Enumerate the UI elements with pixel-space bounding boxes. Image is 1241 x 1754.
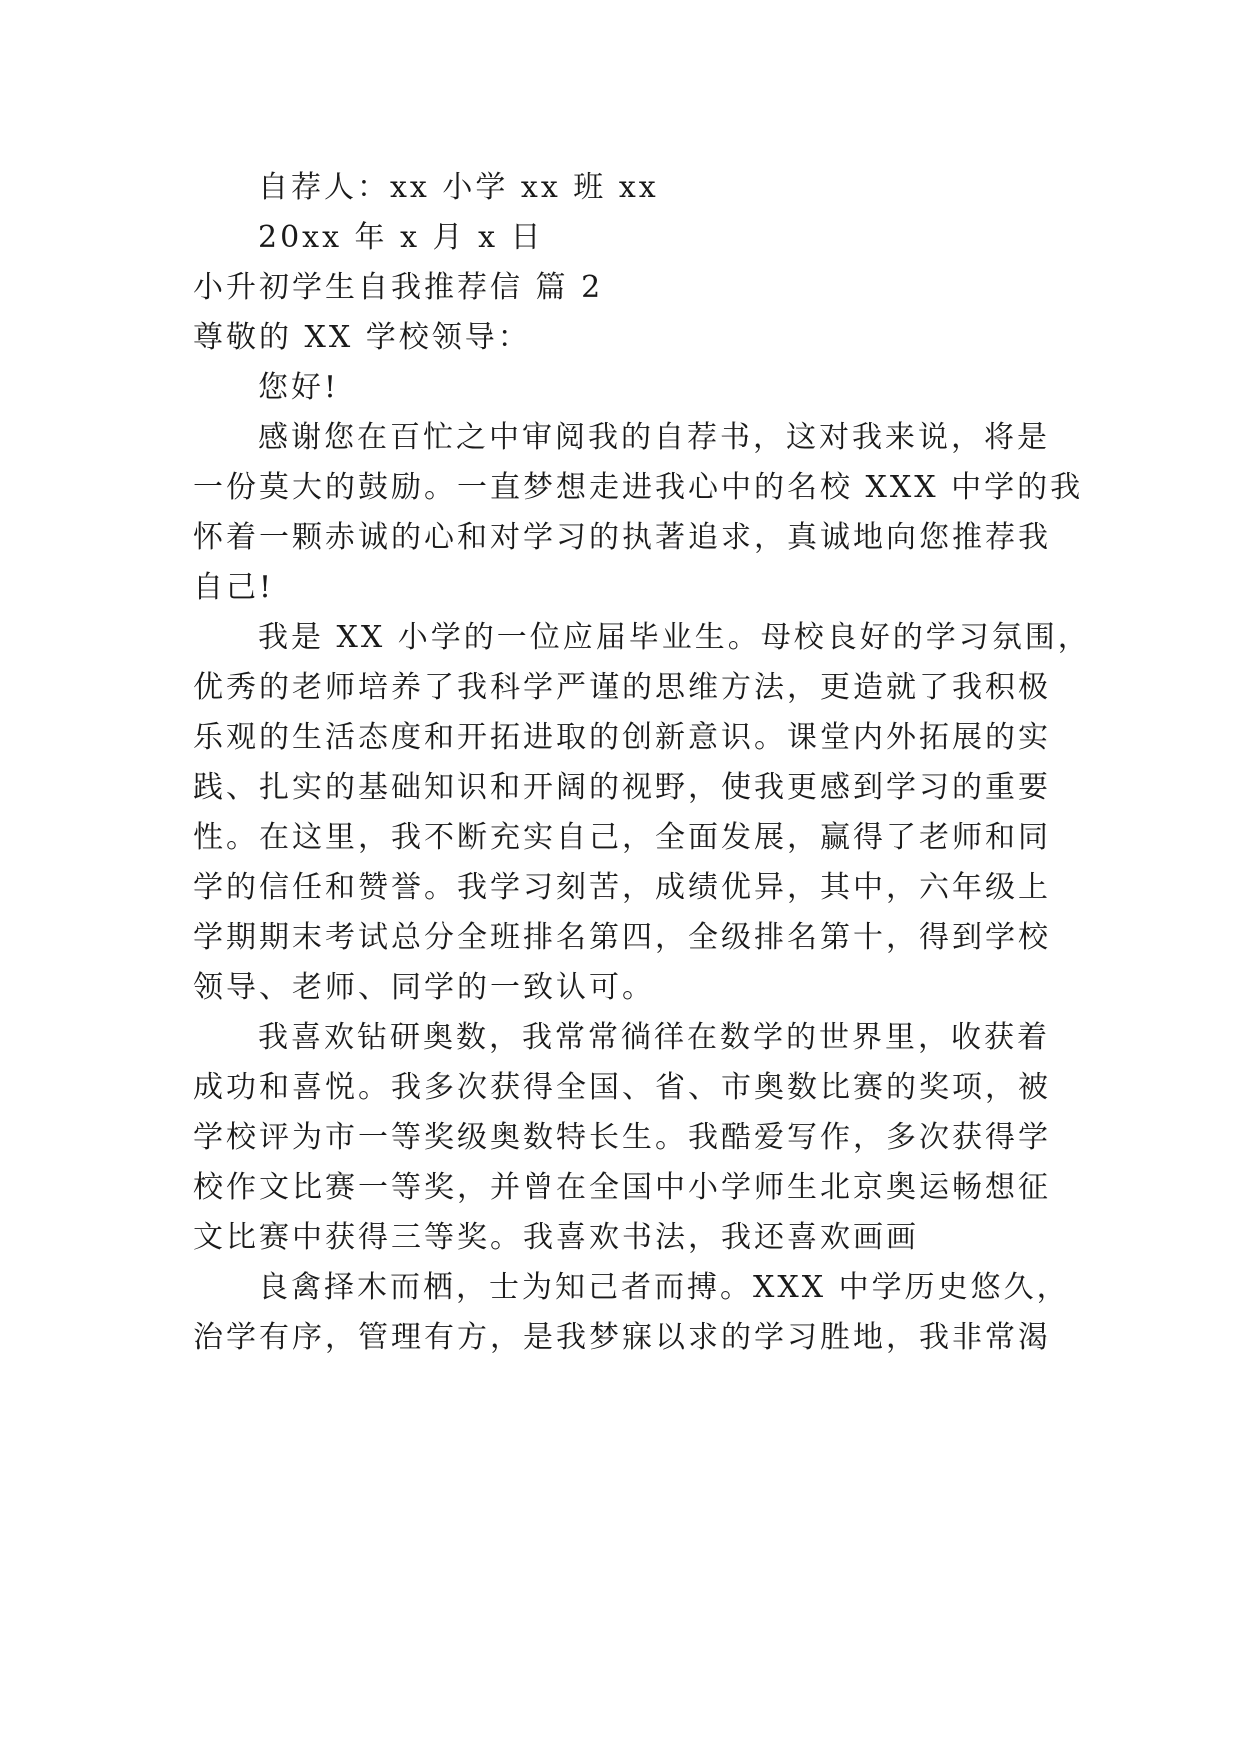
paragraph-line: 我喜欢钻研奥数，我常常徜徉在数学的世界里，收获着: [258, 1020, 1050, 1055]
paragraph-line: 学期期末考试总分全班排名第四，全级排名第十，得到学校: [193, 920, 1051, 955]
paragraph-line: 学的信任和赞誉。我学习刻苦，成绩优异，其中，六年级上: [193, 870, 1051, 905]
section-title: 小升初学生自我推荐信 篇 2: [193, 270, 604, 305]
salutation: 尊敬的 XX 学校领导：: [193, 320, 531, 355]
paragraph-line: 治学有序，管理有方，是我梦寐以求的学习胜地，我非常渴: [193, 1320, 1051, 1355]
paragraph-line: 性。在这里，我不断充实自己，全面发展，赢得了老师和同: [193, 820, 1051, 855]
paragraph-line: 领导、老师、同学的一致认可。: [193, 970, 655, 1005]
greeting: 您好!: [258, 370, 340, 405]
signature-line: 自荐人：xx 小学 xx 班 xx: [258, 170, 659, 205]
paragraph-line: 怀着一颗赤诚的心和对学习的执著追求，真诚地向您推荐我: [193, 520, 1051, 555]
paragraph-line: 良禽择木而栖，士为知己者而搏。XXX 中学历史悠久，: [258, 1270, 1070, 1305]
paragraph-line: 学校评为市一等奖级奥数特长生。我酷爱写作，多次获得学: [193, 1120, 1051, 1155]
paragraph-line: 文比赛中获得三等奖。我喜欢书法，我还喜欢画画: [193, 1220, 919, 1255]
paragraph-line: 自己!: [193, 570, 275, 605]
paragraph-line: 校作文比赛一等奖，并曾在全国中小学师生北京奥运畅想征: [193, 1170, 1051, 1205]
paragraph-line: 一份莫大的鼓励。一直梦想走进我心中的名校 XXX 中学的我: [193, 470, 1084, 505]
paragraph-line: 优秀的老师培养了我科学严谨的思维方法，更造就了我积极: [193, 670, 1051, 705]
paragraph-line: 感谢您在百忙之中审阅我的自荐书，这对我来说，将是: [258, 420, 1050, 455]
paragraph-line: 践、扎实的基础知识和开阔的视野，使我更感到学习的重要: [193, 770, 1051, 805]
paragraph-line: 乐观的生活态度和开拓进取的创新意识。课堂内外拓展的实: [193, 720, 1051, 755]
date-line: 20xx 年 x 月 x 日: [258, 220, 544, 255]
paragraph-line: 我是 XX 小学的一位应届毕业生。母校良好的学习氛围，: [258, 620, 1091, 655]
paragraph-line: 成功和喜悦。我多次获得全国、省、市奥数比赛的奖项，被: [193, 1070, 1051, 1105]
